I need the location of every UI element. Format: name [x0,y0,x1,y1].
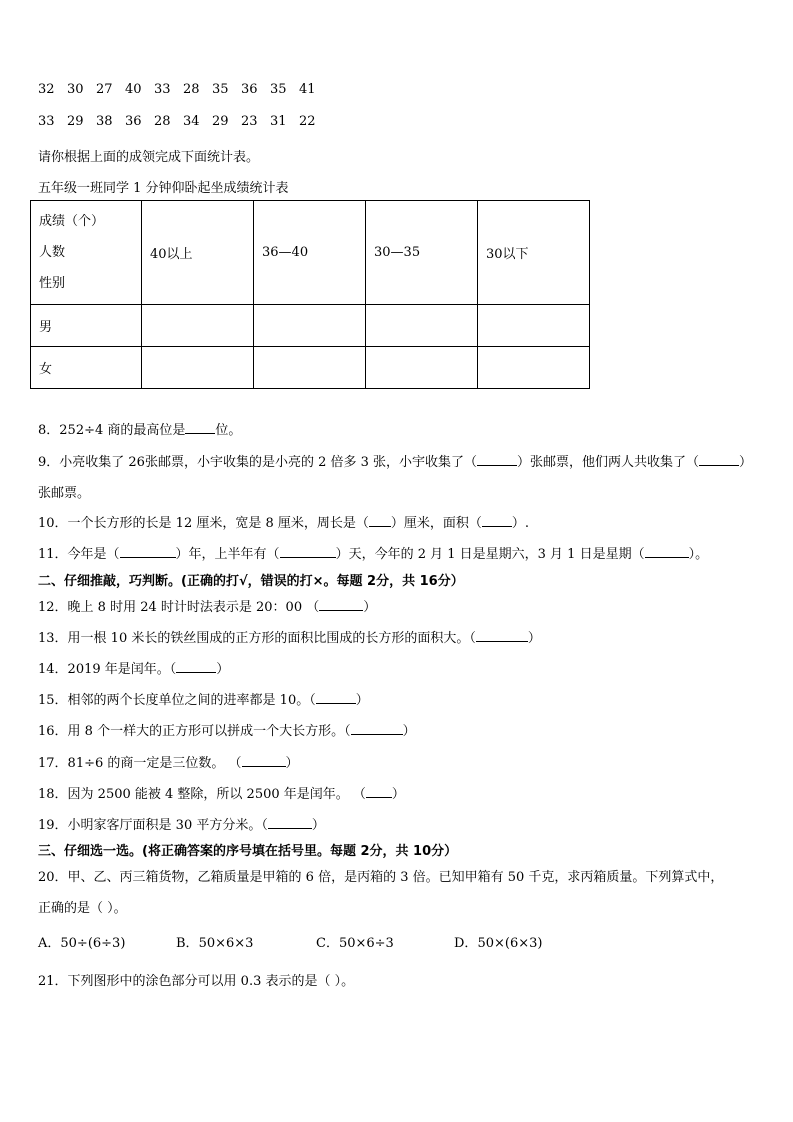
question-14: 14．2019 年是闰年。（ ） [38,662,230,677]
answer-blank[interactable] [280,547,336,558]
question-19: 19．小明家客厅面积是 30 平方分米。（ ） [38,818,325,833]
score: 36 [241,82,258,97]
score: 36 [125,114,142,129]
answer-blank[interactable] [319,600,363,611]
answer-blank[interactable] [268,818,312,829]
table-cell[interactable] [254,347,366,389]
score: 38 [96,114,113,129]
answer-blank[interactable] [366,787,392,798]
score: 34 [183,114,200,129]
question-12: 12．晚上 8 时用 24 时计时法表示是 20：00 （ ） [38,600,377,615]
score: 31 [270,114,287,129]
score: 27 [96,82,113,97]
score: 32 [38,82,55,97]
column-header: 36—40 [254,201,366,305]
question-15: 15．相邻的两个长度单位之间的进率都是 10。（ ） [38,693,369,708]
score: 23 [241,114,258,129]
question-17: 17．81÷6 的商一定是三位数。 （ ） [38,756,299,771]
question-9-continued: 张邮票。 [38,486,91,501]
scores-row-2 [38,114,328,129]
answer-blank[interactable] [242,756,286,767]
table-corner-cell [31,201,142,305]
question-10: 10．一个长方形的长是 12 厘米，宽是 8 厘米，周长是（ ）厘米，面积（ ）. [38,516,530,531]
score: 29 [212,114,229,129]
question-8: 8．252÷4 商的最高位是 位。 [38,423,242,438]
option-c[interactable]: C．50×6÷3 [316,936,394,951]
question-20: 20．甲、乙、丙三箱货物，乙箱质量是甲箱的 6 倍，是丙箱的 3 倍。已知甲箱有 50 千克，求丙箱质量。下列算式中， [38,870,724,885]
answer-blank[interactable] [176,662,216,673]
answer-blank[interactable] [476,631,528,642]
table-cell[interactable] [366,347,478,389]
score: 22 [299,114,316,129]
table-title: 五年级一班同学 1 分钟仰卧起坐成绩统计表 [38,181,289,196]
answer-blank[interactable] [120,547,176,558]
table-cell[interactable] [478,305,590,347]
column-header: 30以下 [478,201,590,305]
answer-blank[interactable] [482,516,512,527]
section-3-heading: 三、仔细选一选。(将正确答案的序号填在括号里。每题 2分，共 10分） [38,844,458,859]
section-2-heading: 二、仔细推敲，巧判断。(正确的打√，错误的打×。每题 2分，共 16分） [38,574,464,589]
answer-blank[interactable] [699,455,739,466]
score: 29 [67,114,84,129]
question-11: 11．今年是（ ）年，上半年有（ ）天，今年的 2 月 1 日是星期六，3 月 1 日是星期（ ）。 [38,547,709,562]
score: 33 [38,114,55,129]
option-d[interactable]: D．50×(6×3) [454,936,543,951]
score: 30 [67,82,84,97]
option-b[interactable]: B．50×6×3 [176,936,254,951]
table-cell[interactable] [366,305,478,347]
answer-blank[interactable] [351,724,403,735]
question-16: 16．用 8 个一样大的正方形可以拼成一个大长方形。（ ） [38,724,416,739]
table-cell[interactable] [478,347,590,389]
score: 41 [299,82,316,97]
answer-blank[interactable] [369,516,391,527]
score: 28 [154,114,171,129]
question-18: 18．因为 2500 能被 4 整除，所以 2500 年是闰年。 （ ） [38,787,405,802]
corner-label-score: 成绩（个） [39,214,105,229]
corner-label-gender: 性别 [39,276,66,291]
row-label-female: 女 [31,347,142,389]
score: 28 [183,82,200,97]
instruction: 请你根据上面的成领完成下面统计表。 [38,150,260,165]
question-13: 13．用一根 10 米长的铁丝围成的正方形的面积比围成的长方形的面积大。（ ） [38,631,541,646]
answer-blank[interactable] [185,423,215,434]
table-cell[interactable] [142,347,254,389]
option-a[interactable]: A．50÷(6÷3) [38,936,126,951]
table-cell[interactable] [254,305,366,347]
score: 35 [270,82,287,97]
question-9: 9．小亮收集了 26张邮票，小宇收集的是小亮的 2 倍多 3 张，小宇收集了（ ）张邮票，他们两人共收集了（ ） [38,455,753,470]
score: 40 [125,82,142,97]
answer-blank[interactable] [477,455,517,466]
question-20-continued: 正确的是（ ）。 [38,901,127,916]
score: 35 [212,82,229,97]
column-header: 40以上 [142,201,254,305]
answer-blank[interactable] [645,547,689,558]
column-header: 30—35 [366,201,478,305]
answer-blank[interactable] [316,693,356,704]
corner-label-count: 人数 [39,245,66,260]
scores-row-1 [38,82,328,97]
question-21: 21．下列图形中的涂色部分可以用 0.3 表示的是（ ）。 [38,974,355,989]
table-cell[interactable] [142,305,254,347]
row-label-male: 男 [31,305,142,347]
score: 33 [154,82,171,97]
stats-table [30,200,590,389]
